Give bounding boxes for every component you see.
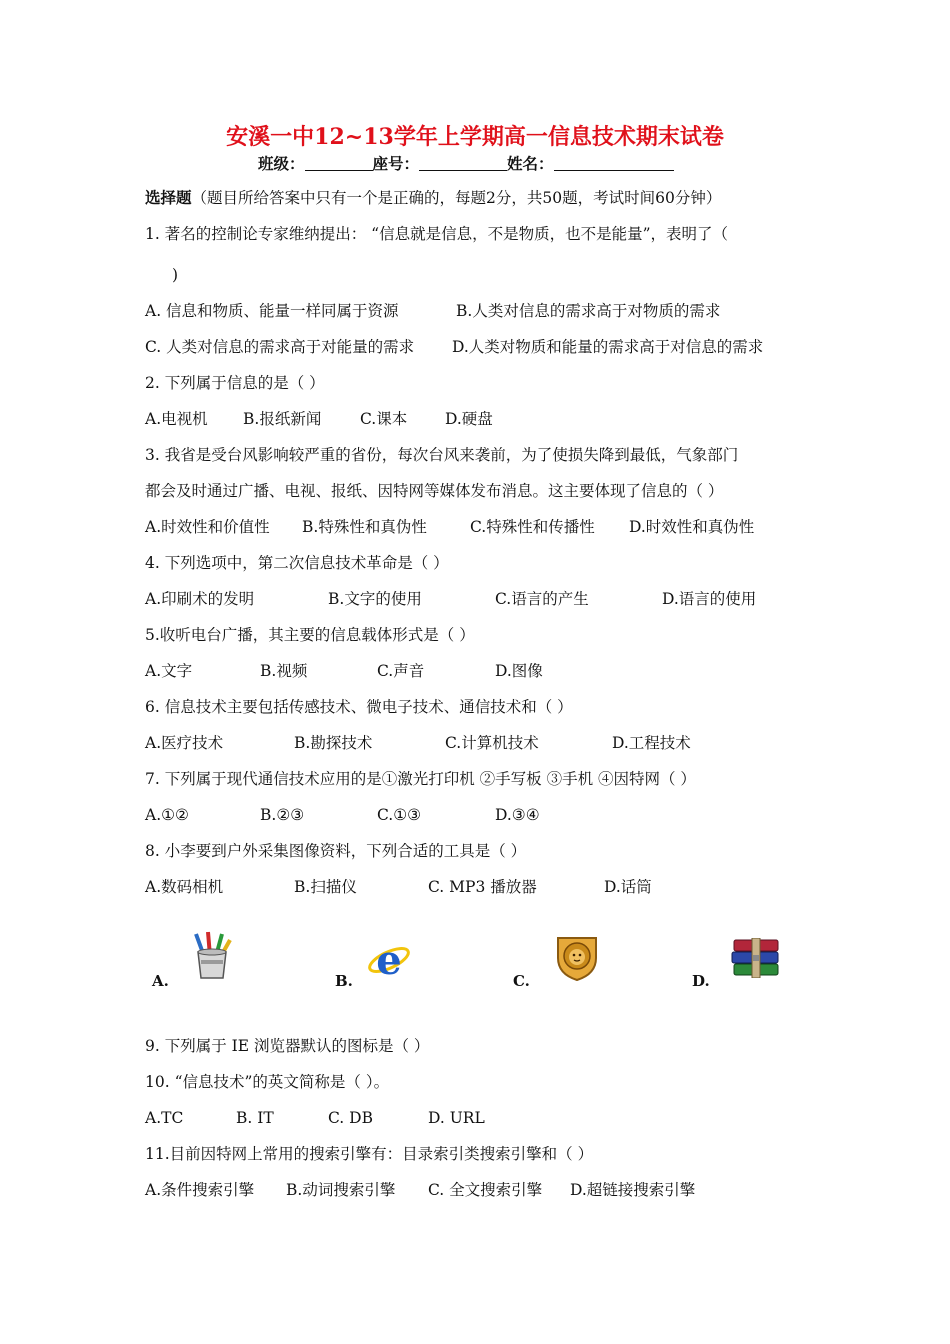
q2-option-b: B.报纸新闻 [243, 410, 322, 428]
question-4: 4. 下列选项中，第二次信息技术革命是（ ） [145, 554, 449, 572]
q11-option-c: C. 全文搜索引擎 [428, 1181, 543, 1199]
q3-option-b: B.特殊性和真伪性 [302, 518, 427, 536]
question-7: 7. 下列属于现代通信技术应用的是①激光打印机 ②手写板 ③手机 ④因特网（ ） [145, 770, 696, 788]
q4-option-b: B.文字的使用 [328, 590, 422, 608]
student-info-line [258, 152, 674, 174]
q6-option-a: A.医疗技术 [145, 734, 224, 752]
section-title: 选择题 [145, 188, 192, 207]
q8-option-c: C. MP3 播放器 [428, 878, 537, 896]
icon-option-a-label: A. [152, 972, 169, 990]
question-8: 8. 小李要到户外采集图像资料，下列合适的工具是（ ） [145, 842, 527, 860]
question-5: 5.收听电台广播，其主要的信息载体形式是（ ） [145, 626, 475, 644]
icon-option-b-label: B. [335, 972, 353, 990]
seat-field[interactable] [419, 156, 507, 171]
q2-option-a: A.电视机 [145, 410, 208, 428]
icon-option-c-label: C. [513, 972, 530, 990]
question-3-cont: 都会及时通过广播、电视、报纸、因特网等媒体发布消息。这主要体现了信息的（ ） [145, 482, 724, 500]
q4-option-d: D.语言的使用 [662, 590, 757, 608]
class-field[interactable] [305, 156, 373, 171]
q7-option-b: B.②③ [260, 806, 305, 824]
q3-option-d: D.时效性和真伪性 [629, 518, 755, 536]
q7-option-a: A.①② [145, 806, 189, 824]
q8-option-d: D.话筒 [604, 878, 652, 896]
internet-explorer-icon [366, 938, 412, 982]
question-11: 11.目前因特网上常用的搜索引擎有：目录索引类搜索引擎和（ ） [145, 1145, 594, 1163]
q5-option-d: D.图像 [495, 662, 543, 680]
q3-option-c: C.特殊性和传播性 [470, 518, 595, 536]
name-field[interactable] [554, 156, 674, 171]
winrar-books-icon [730, 938, 782, 978]
q5-option-c: C.声音 [377, 662, 425, 680]
q10-option-a: A.TC [145, 1109, 184, 1127]
q2-option-c: C.课本 [360, 410, 408, 428]
q6-option-b: B.勘探技术 [294, 734, 373, 752]
q1-option-c: C. 人类对信息的需求高于对能量的需求 [145, 338, 415, 356]
q8-option-b: B.扫描仪 [294, 878, 357, 896]
pencil-cup-icon [188, 930, 236, 982]
q1-option-b: B.人类对信息的需求高于对物质的需求 [456, 302, 721, 320]
icon-option-d-label: D. [692, 972, 710, 990]
q6-option-c: C.计算机技术 [445, 734, 539, 752]
q8-option-a: A.数码相机 [145, 878, 224, 896]
question-2: 2. 下列属于信息的是（ ） [145, 374, 325, 392]
question-1: 1. 著名的控制论专家维纳提出： “信息就是信息，不是物质，也不是能量”，表明了（ [145, 225, 728, 243]
question-6: 6. 信息技术主要包括传感技术、微电子技术、通信技术和（ ） [145, 698, 573, 716]
q7-option-d: D.③④ [495, 806, 540, 824]
q5-option-b: B.视频 [260, 662, 308, 680]
exam-title: 安溪一中12~13学年上学期高一信息技术期末试卷 [226, 124, 724, 150]
question-9: 9. 下列属于 IE 浏览器默认的图标是（ ） [145, 1037, 430, 1055]
q10-option-c: C. DB [328, 1109, 373, 1127]
q10-option-b: B. IT [236, 1109, 274, 1127]
q1-option-a: A. 信息和物质、能量一样同属于资源 [145, 302, 399, 320]
q7-option-c: C.①③ [377, 806, 422, 824]
question-1-cont: ) [172, 266, 179, 284]
section-heading [145, 188, 721, 208]
q11-option-b: B.动词搜索引擎 [286, 1181, 396, 1199]
q4-option-c: C.语言的产生 [495, 590, 589, 608]
question-3: 3. 我省是受台风影响较严重的省份，每次台风来袭前，为了使损失降到最低，气象部门 [145, 446, 739, 464]
q5-option-a: A.文字 [145, 662, 193, 680]
question-10: 10. “信息技术”的英文简称是（ ）。 [145, 1073, 390, 1091]
seat-label: 座号： [372, 154, 420, 173]
q10-option-d: D. URL [428, 1109, 485, 1127]
q11-option-d: D.超链接搜索引擎 [570, 1181, 696, 1199]
class-label: 班级： [258, 154, 305, 173]
q1-option-d: D.人类对物质和能量的需求高于对信息的需求 [452, 338, 764, 356]
svg-text:e: e [376, 938, 402, 982]
name-label: 姓名： [507, 154, 554, 173]
q6-option-d: D.工程技术 [612, 734, 691, 752]
lion-shield-icon [554, 932, 600, 982]
q11-option-a: A.条件搜索引擎 [145, 1181, 255, 1199]
q4-option-a: A.印刷术的发明 [145, 590, 255, 608]
q3-option-a: A.时效性和价值性 [145, 518, 270, 536]
section-note: （题目所给答案中只有一个是正确的，每题2分，共50题，考试时间60分钟） [191, 189, 722, 207]
q2-option-d: D.硬盘 [445, 410, 493, 428]
